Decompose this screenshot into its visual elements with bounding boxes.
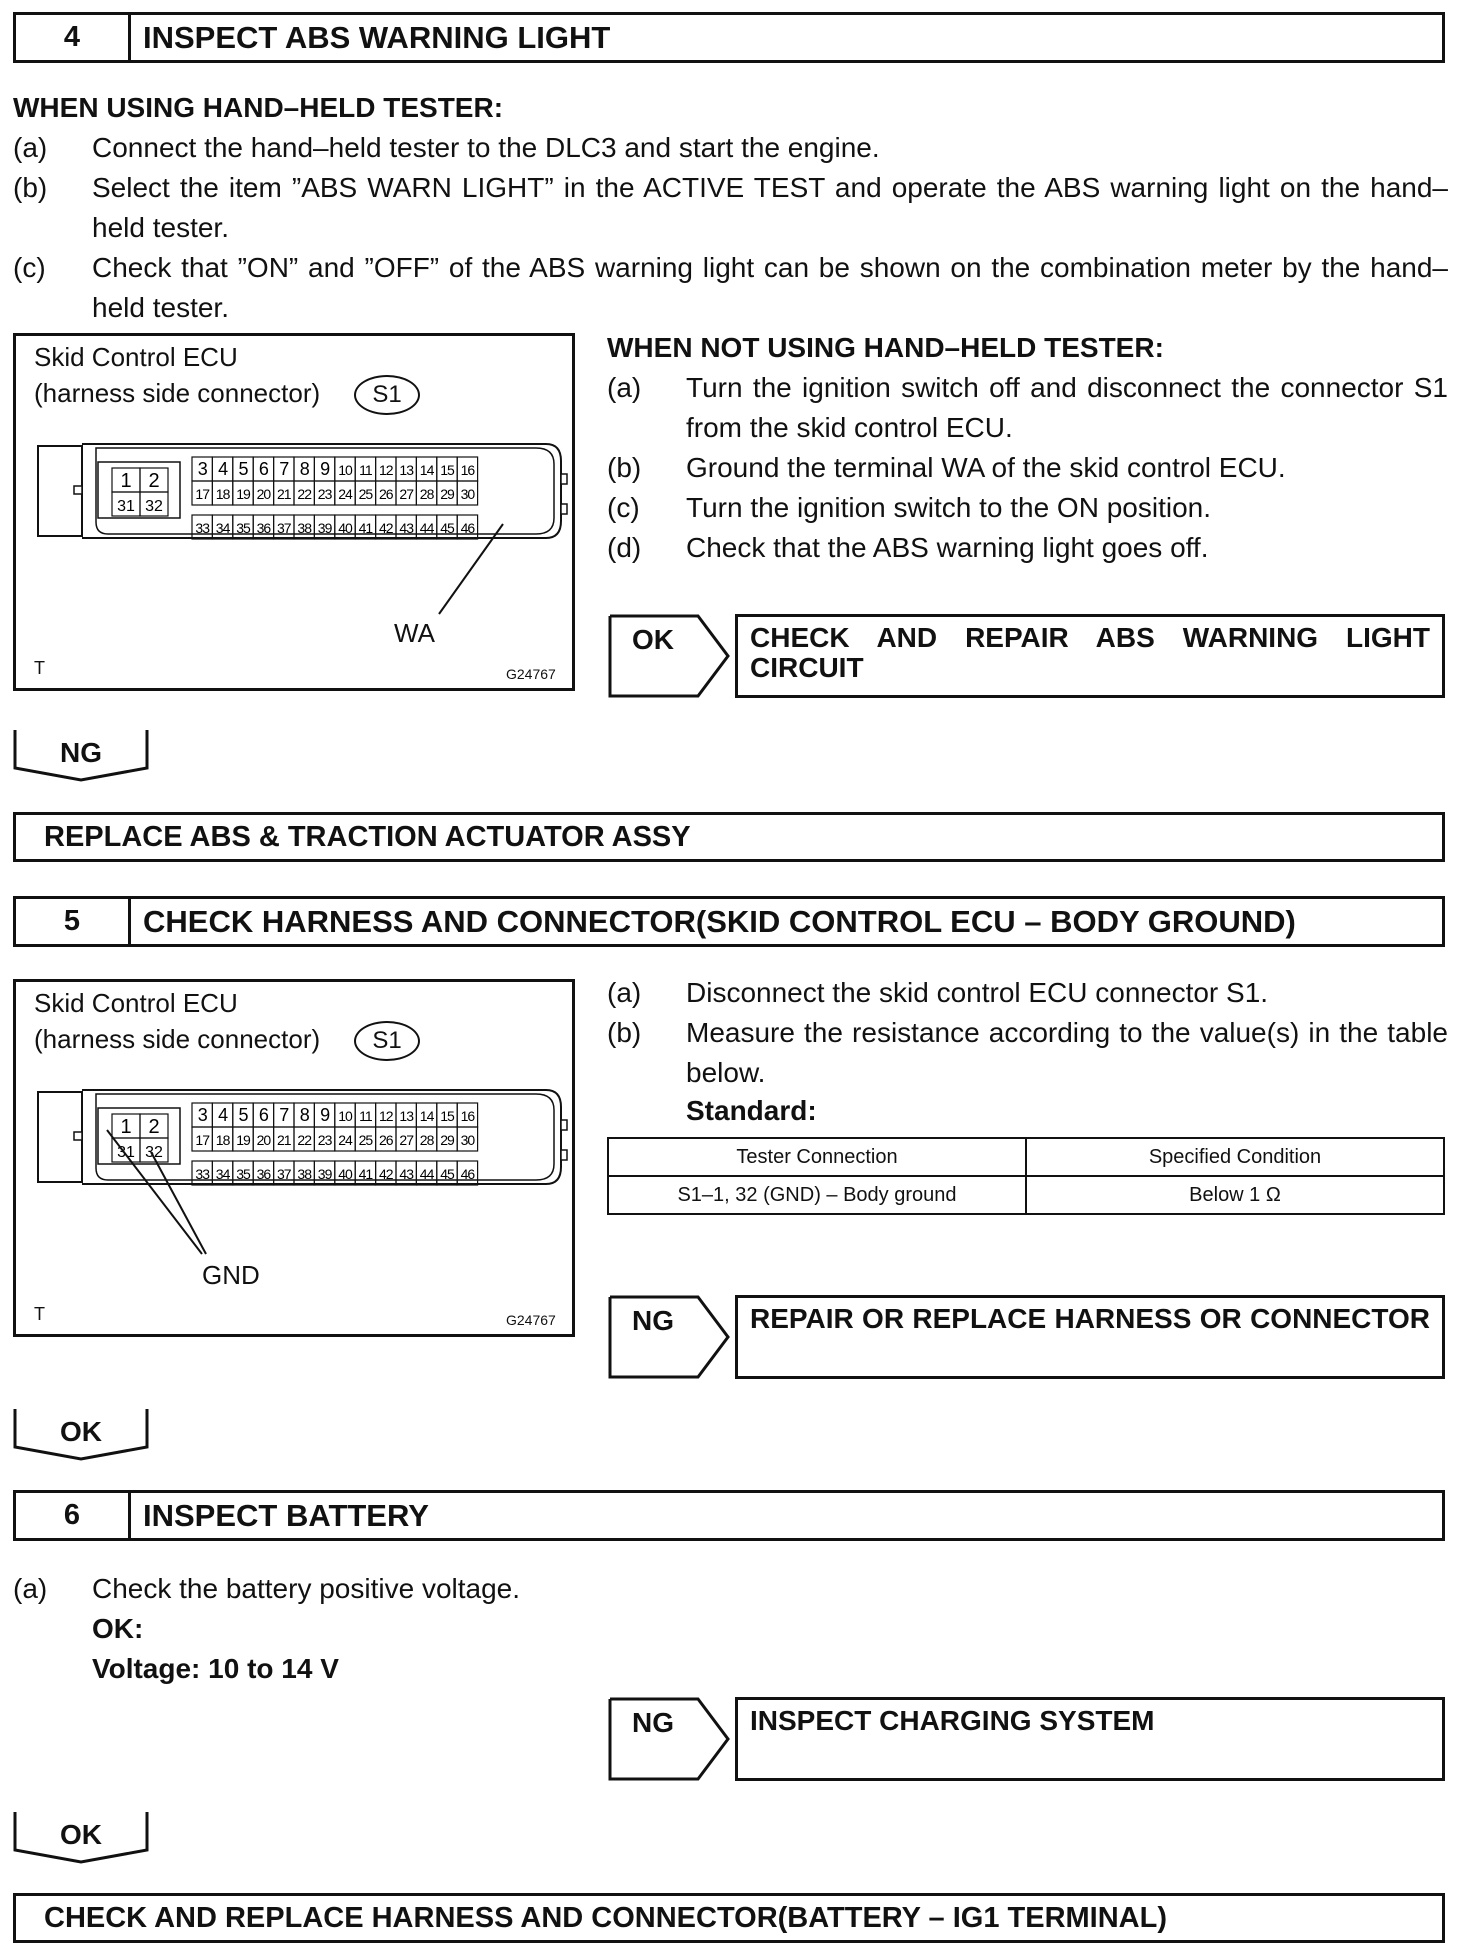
pin-number: 2 <box>148 1116 160 1138</box>
connector-key <box>561 1150 567 1160</box>
column-header: Specified Condition <box>1026 1138 1444 1176</box>
connector-key <box>74 1132 82 1140</box>
item-text: Check that the ABS warning light goes off. <box>686 532 1209 563</box>
pin-number: 11 <box>359 1108 372 1124</box>
item-text: Ground the terminal WA of the skid control ECU. <box>686 452 1286 483</box>
item-label: (a) <box>607 372 642 403</box>
list-item <box>13 248 1448 328</box>
pin-number: 21 <box>277 486 291 502</box>
item-label: (b) <box>607 452 642 483</box>
connector-key <box>561 504 567 514</box>
pin-number: 39 <box>317 520 332 536</box>
pin-number: 16 <box>460 462 475 478</box>
item-text: Measure the resistance according to the value(s) in the table below. <box>686 1017 1448 1088</box>
spec-table <box>607 1137 1445 1215</box>
pin-number: 35 <box>236 520 250 536</box>
pin-number: 20 <box>256 486 271 502</box>
pin-number: 13 <box>399 1108 413 1124</box>
pin-number: 28 <box>419 1132 434 1148</box>
ng-result-text: REPAIR OR REPLACE HARNESS OR CONNECTOR <box>735 1295 1445 1379</box>
pin-number: 14 <box>419 462 434 478</box>
pin-number: 18 <box>215 1132 230 1148</box>
pin-number: 42 <box>379 520 393 536</box>
result-tag-text: NG <box>632 1707 674 1738</box>
pin-number: 7 <box>279 1105 289 1125</box>
pin-number: 24 <box>338 486 352 502</box>
pin-number: 29 <box>440 1132 454 1148</box>
pin-number: 10 <box>338 462 352 478</box>
pin-number: 24 <box>338 1132 352 1148</box>
list-item <box>607 1013 1448 1093</box>
connector-id-badge: S1 <box>354 375 420 415</box>
pin-number: 34 <box>215 1166 230 1182</box>
step-title: INSPECT BATTERY <box>143 1497 429 1533</box>
pin-number: 10 <box>338 1108 352 1124</box>
pin-number: 30 <box>460 1132 475 1148</box>
pin-number: 4 <box>218 459 228 479</box>
pin-number: 41 <box>358 520 373 536</box>
connector-diagram-wa <box>13 333 575 691</box>
ng-result-tag <box>608 1295 730 1379</box>
pin-number: 8 <box>299 459 309 479</box>
connector-key <box>74 486 82 494</box>
pin-number: 25 <box>358 1132 373 1148</box>
pin-number: 34 <box>215 520 230 536</box>
pin-number: 45 <box>440 1166 454 1182</box>
pin-number: 33 <box>195 1166 209 1182</box>
list-item <box>13 168 1448 248</box>
pin-number: 46 <box>460 1166 475 1182</box>
pin-number: 32 <box>145 1144 163 1161</box>
list-item <box>607 448 1448 488</box>
pin-number: 2 <box>148 470 160 492</box>
pin-number: 26 <box>379 486 393 502</box>
ok-label: OK: <box>92 1613 144 1644</box>
diagram-title: Skid Control ECU <box>34 342 238 372</box>
pin-number: 15 <box>440 462 454 478</box>
pin-number: 12 <box>379 462 393 478</box>
pin-number: 25 <box>358 486 373 502</box>
table-cell: Below 1 Ω <box>1026 1176 1444 1214</box>
step-number: 6 <box>16 1493 131 1538</box>
pin-number: 22 <box>297 1132 311 1148</box>
corner-mark: T <box>34 1304 45 1324</box>
ok-result-tag <box>608 614 730 698</box>
list-item <box>607 488 1448 528</box>
figure-code: G24767 <box>506 666 556 682</box>
item-label: (a) <box>607 977 642 1008</box>
step-6-header <box>13 1490 1445 1541</box>
table-row <box>608 1176 1444 1214</box>
standard-label: Standard: <box>686 1095 817 1126</box>
pin-number: 27 <box>399 486 413 502</box>
connector-key <box>561 1120 567 1130</box>
ok-result-text: CHECK AND REPAIR ABS WARNING LIGHT CIRCUIT <box>735 614 1445 698</box>
pin-number: 40 <box>338 1166 352 1182</box>
pin-number: 27 <box>399 1132 413 1148</box>
pin-number: 33 <box>195 520 209 536</box>
pin-number: 41 <box>358 1166 373 1182</box>
pin-number: 35 <box>236 1166 250 1182</box>
pin-number: 26 <box>379 1132 393 1148</box>
item-label: (c) <box>13 252 46 283</box>
pin-number: 31 <box>117 1144 135 1161</box>
item-label: (a) <box>13 1573 48 1604</box>
ok-tab <box>13 1810 149 1870</box>
with-tester-heading: WHEN USING HAND–HELD TESTER: <box>13 92 504 123</box>
pin-number: 16 <box>460 1108 475 1124</box>
pin-number: 43 <box>399 520 413 536</box>
pin-number: 8 <box>299 1105 309 1125</box>
column-header: Tester Connection <box>608 1138 1026 1176</box>
item-label: (d) <box>607 532 642 563</box>
pin-number: 30 <box>460 486 475 502</box>
list-item <box>607 528 1448 568</box>
item-label: (c) <box>607 492 640 523</box>
pin-number: 45 <box>440 520 454 536</box>
without-tester-heading: WHEN NOT USING HAND–HELD TESTER: <box>607 332 1164 363</box>
list-item <box>607 368 1448 448</box>
ng-result-text: INSPECT CHARGING SYSTEM <box>735 1697 1445 1781</box>
corner-mark: T <box>34 658 45 678</box>
item-text: Disconnect the skid control ECU connector S1. <box>686 977 1269 1008</box>
pin-number: 3 <box>197 459 207 479</box>
pin-number: 14 <box>419 1108 434 1124</box>
item-label: (b) <box>607 1017 642 1048</box>
pin-number: 29 <box>440 486 454 502</box>
connector-diagram-gnd <box>13 979 575 1337</box>
item-label: (b) <box>13 172 48 203</box>
step-title: INSPECT ABS WARNING LIGHT <box>143 19 611 55</box>
pin-number: 32 <box>145 498 163 515</box>
pin-number: 39 <box>317 1166 332 1182</box>
terminal-label-gnd: GND <box>202 1260 260 1290</box>
item-text: Turn the ignition switch off and disconnect the connector S1 from the skid control ECU. <box>686 372 1448 443</box>
pin-number: 37 <box>277 1166 291 1182</box>
pin-number: 40 <box>338 520 352 536</box>
pin-number: 9 <box>320 459 330 479</box>
tab-label: OK <box>60 1819 102 1850</box>
pin-number: 36 <box>256 520 271 536</box>
pin-number: 11 <box>359 462 372 478</box>
pin-number: 23 <box>317 1132 332 1148</box>
pin-number: 38 <box>297 520 311 536</box>
tab-label: OK <box>60 1416 102 1447</box>
pin-number: 4 <box>218 1105 228 1125</box>
item-label: (a) <box>13 132 48 163</box>
item-text: Check that ”ON” and ”OFF” of the ABS warning light can be shown on the combination meter by the hand–held tester. <box>92 252 1448 323</box>
pin-number: 46 <box>460 520 475 536</box>
pin-number: 6 <box>258 1105 268 1125</box>
pin-number: 31 <box>117 498 135 515</box>
pin-number: 5 <box>238 1105 248 1125</box>
pin-number: 12 <box>379 1108 393 1124</box>
pin-number: 1 <box>120 470 132 492</box>
ng-result-tag <box>608 1697 730 1781</box>
table-header-row <box>608 1138 1444 1176</box>
step-title: CHECK HARNESS AND CONNECTOR(SKID CONTROL ECU – BODY GROUND) <box>143 903 1296 939</box>
pin-number: 20 <box>256 1132 271 1148</box>
pin-number: 17 <box>195 1132 209 1148</box>
item-text: Select the item ”ABS WARN LIGHT” in the ACTIVE TEST and operate the ABS warning light on the hand–held tester. <box>92 172 1448 243</box>
result-tag-text: NG <box>632 1305 674 1336</box>
ok-action-bar: CHECK AND REPLACE HARNESS AND CONNECTOR(BATTERY – IG1 TERMINAL) <box>13 1893 1445 1943</box>
list-item <box>607 973 1448 1013</box>
pin-number: 42 <box>379 1166 393 1182</box>
pin-number: 38 <box>297 1166 311 1182</box>
connector-id-badge: S1 <box>354 1021 420 1061</box>
ok-tab <box>13 1407 149 1467</box>
pin-number: 18 <box>215 486 230 502</box>
pin-number: 37 <box>277 520 291 536</box>
pin-number: 1 <box>120 1116 132 1138</box>
pin-number: 13 <box>399 462 413 478</box>
pin-number: 19 <box>236 1132 250 1148</box>
pin-number: 6 <box>258 459 268 479</box>
pin-number: 15 <box>440 1108 454 1124</box>
ng-tab <box>13 728 149 788</box>
pin-number: 17 <box>195 486 209 502</box>
step-number: 4 <box>16 15 131 60</box>
pin-number: 44 <box>419 1166 434 1182</box>
tab-label: NG <box>60 737 102 768</box>
pin-number: 36 <box>256 1166 271 1182</box>
diagram-title: Skid Control ECU <box>34 988 238 1018</box>
list-item <box>13 128 1448 168</box>
figure-code: G24767 <box>506 1312 556 1328</box>
step-5-header <box>13 896 1445 947</box>
connector-drawing <box>16 982 572 1334</box>
step-4-header <box>13 12 1445 63</box>
list-item <box>13 1569 913 1609</box>
pin-number: 22 <box>297 486 311 502</box>
pin-number: 19 <box>236 486 250 502</box>
pin-number: 44 <box>419 520 434 536</box>
terminal-label-wa: WA <box>394 618 435 648</box>
table-cell: S1–1, 32 (GND) – Body ground <box>608 1176 1026 1214</box>
item-text: Check the battery positive voltage. <box>92 1573 521 1604</box>
pin-number: 5 <box>238 459 248 479</box>
pin-number: 28 <box>419 486 434 502</box>
pin-number: 3 <box>197 1105 207 1125</box>
pin-number: 7 <box>279 459 289 479</box>
connector-key <box>561 474 567 484</box>
item-text: Connect the hand–held tester to the DLC3 and start the engine. <box>92 132 880 163</box>
connector-drawing <box>16 336 572 688</box>
step-number: 5 <box>16 899 131 944</box>
pin-number: 43 <box>399 1166 413 1182</box>
pin-number: 23 <box>317 486 332 502</box>
diagram-subtitle: (harness side connector) <box>34 1024 321 1054</box>
pin-number: 21 <box>277 1132 291 1148</box>
pin-number: 9 <box>320 1105 330 1125</box>
voltage-spec: Voltage: 10 to 14 V <box>92 1653 339 1684</box>
result-tag-text: OK <box>632 624 674 655</box>
diagram-subtitle: (harness side connector) <box>34 378 321 408</box>
item-text: Turn the ignition switch to the ON position. <box>686 492 1211 523</box>
ng-action-bar: REPLACE ABS & TRACTION ACTUATOR ASSY <box>13 812 1445 862</box>
